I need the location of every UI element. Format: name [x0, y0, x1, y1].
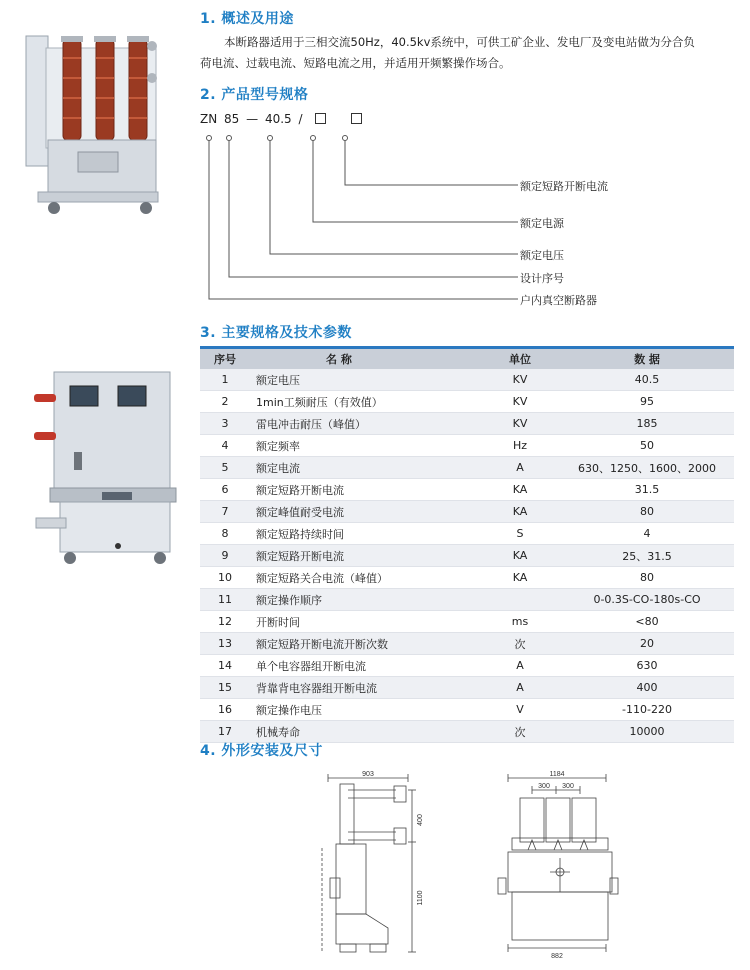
row-name: 雷电冲击耐压（峰值） [250, 413, 480, 435]
table-row [200, 589, 734, 611]
table-row [200, 567, 734, 589]
table-row [200, 369, 734, 391]
table-row [200, 435, 734, 457]
row-no: 16 [200, 699, 250, 721]
row-value: 25、31.5 [560, 545, 734, 567]
dim-right-base: 882 [551, 953, 563, 960]
row-name: 额定短路开断电流 [250, 545, 480, 567]
section-title-specs: 3. 主要规格及技术参数 [200, 325, 352, 341]
row-value: 0-0.3S-CO-180s-CO [560, 589, 734, 611]
row-value: 31.5 [560, 479, 734, 501]
row-value: -110-220 [560, 699, 734, 721]
model-dash: — [246, 112, 259, 126]
row-unit: ms [480, 611, 560, 633]
row-unit: 次 [480, 633, 560, 655]
overview-line-1: 本断路器适用于三相交流50Hz，40.5kv系统中，可供工矿企业、发电厂及变电站做为分合负 [224, 35, 695, 49]
row-name: 额定短路关合电流（峰值） [250, 567, 480, 589]
spec-table [200, 346, 734, 743]
row-unit: KA [480, 545, 560, 567]
model-label-design-no: 设计序号 [520, 272, 564, 285]
row-value: 185 [560, 413, 734, 435]
row-no: 6 [200, 479, 250, 501]
model-prefix: ZN [200, 112, 218, 126]
row-no: 4 [200, 435, 250, 457]
row-no: 1 [200, 369, 250, 391]
table-row [200, 611, 734, 633]
row-value: 95 [560, 391, 734, 413]
model-connector-lines [200, 128, 520, 308]
row-name: 机械寿命 [250, 721, 480, 743]
table-row [200, 677, 734, 699]
row-unit: KA [480, 567, 560, 589]
row-name: 额定操作电压 [250, 699, 480, 721]
row-value: 400 [560, 677, 734, 699]
row-name: 背靠背电容器组开断电流 [250, 677, 480, 699]
row-value: 40.5 [560, 369, 734, 391]
row-unit: V [480, 699, 560, 721]
dim-right-phase-1: 300 [538, 783, 550, 790]
model-box-1 [315, 113, 326, 124]
dim-right-phase-2: 300 [562, 783, 574, 790]
row-unit: S [480, 523, 560, 545]
header-no: 序号 [200, 348, 250, 370]
dim-left-width: 903 [362, 771, 374, 778]
dim-right-width: 1184 [549, 771, 565, 778]
row-unit [480, 589, 560, 611]
row-no: 12 [200, 611, 250, 633]
row-no: 13 [200, 633, 250, 655]
overview-line-2: 荷电流、过载电流、短路电流之用，并适用开频繁操作场合。 [200, 56, 511, 70]
row-unit: 次 [480, 721, 560, 743]
row-unit: KV [480, 369, 560, 391]
row-unit: KA [480, 501, 560, 523]
model-voltage: 40.5 [264, 112, 292, 126]
side-view-drawing [318, 768, 430, 958]
row-value: 50 [560, 435, 734, 457]
table-row [200, 655, 734, 677]
row-no: 5 [200, 457, 250, 479]
row-value: 630、1250、1600、2000 [560, 457, 734, 479]
row-unit: A [480, 677, 560, 699]
breaker-photo-middle [30, 368, 180, 568]
row-value: 80 [560, 567, 734, 589]
row-name: 额定短路持续时间 [250, 523, 480, 545]
section-title-model: 2. 产品型号规格 [200, 87, 309, 103]
row-no: 7 [200, 501, 250, 523]
row-value: <80 [560, 611, 734, 633]
model-label-power: 额定电源 [520, 217, 564, 230]
header-name: 名 称 [250, 348, 480, 370]
row-unit: KA [480, 479, 560, 501]
row-no: 17 [200, 721, 250, 743]
model-label-voltage: 额定电压 [520, 249, 564, 262]
row-name: 额定电压 [250, 369, 480, 391]
row-no: 15 [200, 677, 250, 699]
row-name: 额定短路开断电流开断次数 [250, 633, 480, 655]
model-box-2 [351, 113, 362, 124]
model-label-breaking-current: 额定短路开断电流 [520, 180, 608, 193]
table-row [200, 545, 734, 567]
header-unit: 单位 [480, 348, 560, 370]
row-unit: A [480, 655, 560, 677]
row-value: 80 [560, 501, 734, 523]
row-value: 20 [560, 633, 734, 655]
row-name: 单个电容器组开断电流 [250, 655, 480, 677]
header-value: 数 据 [560, 348, 734, 370]
row-no: 14 [200, 655, 250, 677]
row-no: 3 [200, 413, 250, 435]
table-row [200, 699, 734, 721]
table-row [200, 413, 734, 435]
section-title-dimensions: 4. 外形安装及尺寸 [200, 743, 323, 759]
model-series: 85 [224, 112, 240, 126]
spec-table-header [200, 348, 734, 370]
row-name: 额定短路开断电流 [250, 479, 480, 501]
row-no: 10 [200, 567, 250, 589]
model-slash: / [298, 112, 303, 126]
row-value: 10000 [560, 721, 734, 743]
row-no: 11 [200, 589, 250, 611]
table-row [200, 523, 734, 545]
row-name: 额定频率 [250, 435, 480, 457]
section-title-overview: 1. 概述及用途 [200, 11, 294, 27]
row-unit: KV [480, 413, 560, 435]
overview-paragraph [200, 32, 740, 74]
table-row [200, 633, 734, 655]
row-name: 额定峰值耐受电流 [250, 501, 480, 523]
model-label-type: 户内真空断路器 [520, 294, 597, 307]
row-name: 1min工频耐压（有效值） [250, 391, 480, 413]
model-code [200, 112, 365, 126]
table-row [200, 501, 734, 523]
breaker-photo-top [18, 28, 178, 218]
row-unit: KV [480, 391, 560, 413]
row-unit: Hz [480, 435, 560, 457]
table-row [200, 479, 734, 501]
spec-table-body [200, 369, 734, 743]
table-row [200, 391, 734, 413]
row-name: 开断时间 [250, 611, 480, 633]
row-value: 4 [560, 523, 734, 545]
row-name: 额定电流 [250, 457, 480, 479]
dim-left-upper: 400 [417, 814, 424, 826]
front-view-drawing [494, 768, 622, 960]
row-no: 2 [200, 391, 250, 413]
row-name: 额定操作顺序 [250, 589, 480, 611]
row-value: 630 [560, 655, 734, 677]
row-no: 8 [200, 523, 250, 545]
table-row [200, 457, 734, 479]
dim-left-height: 1100 [417, 890, 424, 906]
row-unit: A [480, 457, 560, 479]
row-no: 9 [200, 545, 250, 567]
